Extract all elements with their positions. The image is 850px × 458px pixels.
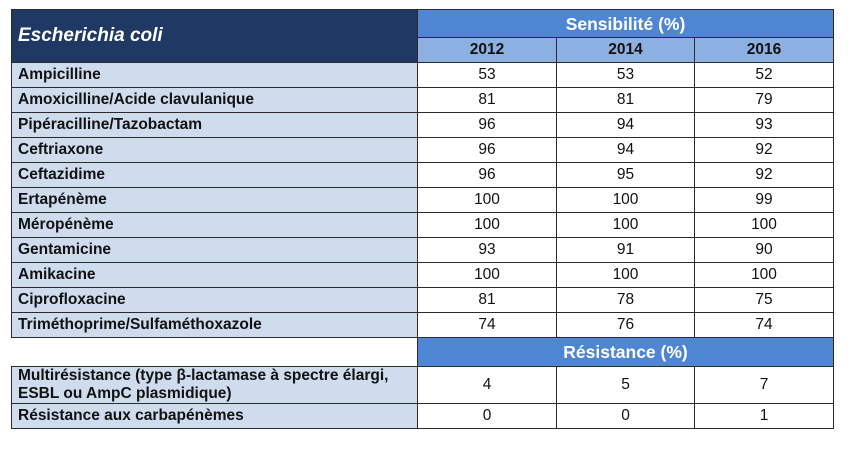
row-label: Ciprofloxacine bbox=[12, 288, 418, 313]
table-row bbox=[12, 113, 834, 138]
row-value: 100 bbox=[695, 213, 834, 238]
row-value: 5 bbox=[557, 367, 695, 404]
table-row bbox=[12, 213, 834, 238]
row-label: Méropénème bbox=[12, 213, 418, 238]
table-row bbox=[12, 63, 834, 88]
resistance-header-row bbox=[12, 338, 834, 367]
year-header-2014: 2014 bbox=[557, 38, 695, 63]
row-value: 91 bbox=[557, 238, 695, 263]
row-value: 99 bbox=[695, 188, 834, 213]
row-value: 100 bbox=[695, 263, 834, 288]
row-value: 53 bbox=[418, 63, 557, 88]
row-label: Triméthoprime/Sulfaméthoxazole bbox=[12, 313, 418, 338]
row-value: 92 bbox=[695, 163, 834, 188]
row-value: 76 bbox=[557, 313, 695, 338]
row-value: 7 bbox=[695, 367, 834, 404]
row-value: 0 bbox=[557, 404, 695, 429]
year-header-2016: 2016 bbox=[695, 38, 834, 63]
row-value: 53 bbox=[557, 63, 695, 88]
row-label: Résistance aux carbapénèmes bbox=[12, 404, 418, 429]
row-value: 100 bbox=[418, 263, 557, 288]
row-value: 74 bbox=[418, 313, 557, 338]
row-value: 94 bbox=[557, 138, 695, 163]
table-row bbox=[12, 263, 834, 288]
row-label: Ampicilline bbox=[12, 63, 418, 88]
row-label: Ceftazidime bbox=[12, 163, 418, 188]
year-header-2012: 2012 bbox=[418, 38, 557, 63]
row-label: Multirésistance (type β-lactamase à spectre élargi, ESBL ou AmpC plasmidique) bbox=[12, 367, 418, 404]
sensibilite-header: Sensibilité (%) bbox=[418, 10, 834, 38]
row-value: 0 bbox=[418, 404, 557, 429]
resistance-header: Résistance (%) bbox=[418, 338, 834, 367]
row-value: 100 bbox=[418, 188, 557, 213]
row-value: 100 bbox=[557, 188, 695, 213]
row-value: 93 bbox=[418, 238, 557, 263]
row-value: 81 bbox=[557, 88, 695, 113]
spacer-cell bbox=[12, 338, 418, 367]
row-value: 96 bbox=[418, 138, 557, 163]
table-row bbox=[12, 313, 834, 338]
row-value: 81 bbox=[418, 88, 557, 113]
row-value: 93 bbox=[695, 113, 834, 138]
row-label: Ertapénème bbox=[12, 188, 418, 213]
header-row-top bbox=[12, 10, 834, 38]
row-value: 90 bbox=[695, 238, 834, 263]
table-row bbox=[12, 188, 834, 213]
row-label: Amoxicilline/Acide clavulanique bbox=[12, 88, 418, 113]
row-label: Amikacine bbox=[12, 263, 418, 288]
table-row bbox=[12, 163, 834, 188]
table-row bbox=[12, 238, 834, 263]
row-value: 78 bbox=[557, 288, 695, 313]
row-value: 1 bbox=[695, 404, 834, 429]
table-row bbox=[12, 288, 834, 313]
row-value: 96 bbox=[418, 113, 557, 138]
row-value: 94 bbox=[557, 113, 695, 138]
row-value: 79 bbox=[695, 88, 834, 113]
row-label: Ceftriaxone bbox=[12, 138, 418, 163]
table-row bbox=[12, 88, 834, 113]
row-value: 95 bbox=[557, 163, 695, 188]
row-value: 100 bbox=[557, 213, 695, 238]
row-value: 92 bbox=[695, 138, 834, 163]
row-value: 74 bbox=[695, 313, 834, 338]
susceptibility-table bbox=[11, 9, 834, 429]
table-row bbox=[12, 138, 834, 163]
row-value: 52 bbox=[695, 63, 834, 88]
table-title: Escherichia coli bbox=[12, 10, 418, 63]
table-row bbox=[12, 367, 834, 404]
row-value: 81 bbox=[418, 288, 557, 313]
row-label: Pipéracilline/Tazobactam bbox=[12, 113, 418, 138]
row-value: 4 bbox=[418, 367, 557, 404]
table-row bbox=[12, 404, 834, 429]
row-value: 75 bbox=[695, 288, 834, 313]
row-value: 100 bbox=[557, 263, 695, 288]
row-value: 96 bbox=[418, 163, 557, 188]
row-value: 100 bbox=[418, 213, 557, 238]
row-label: Gentamicine bbox=[12, 238, 418, 263]
